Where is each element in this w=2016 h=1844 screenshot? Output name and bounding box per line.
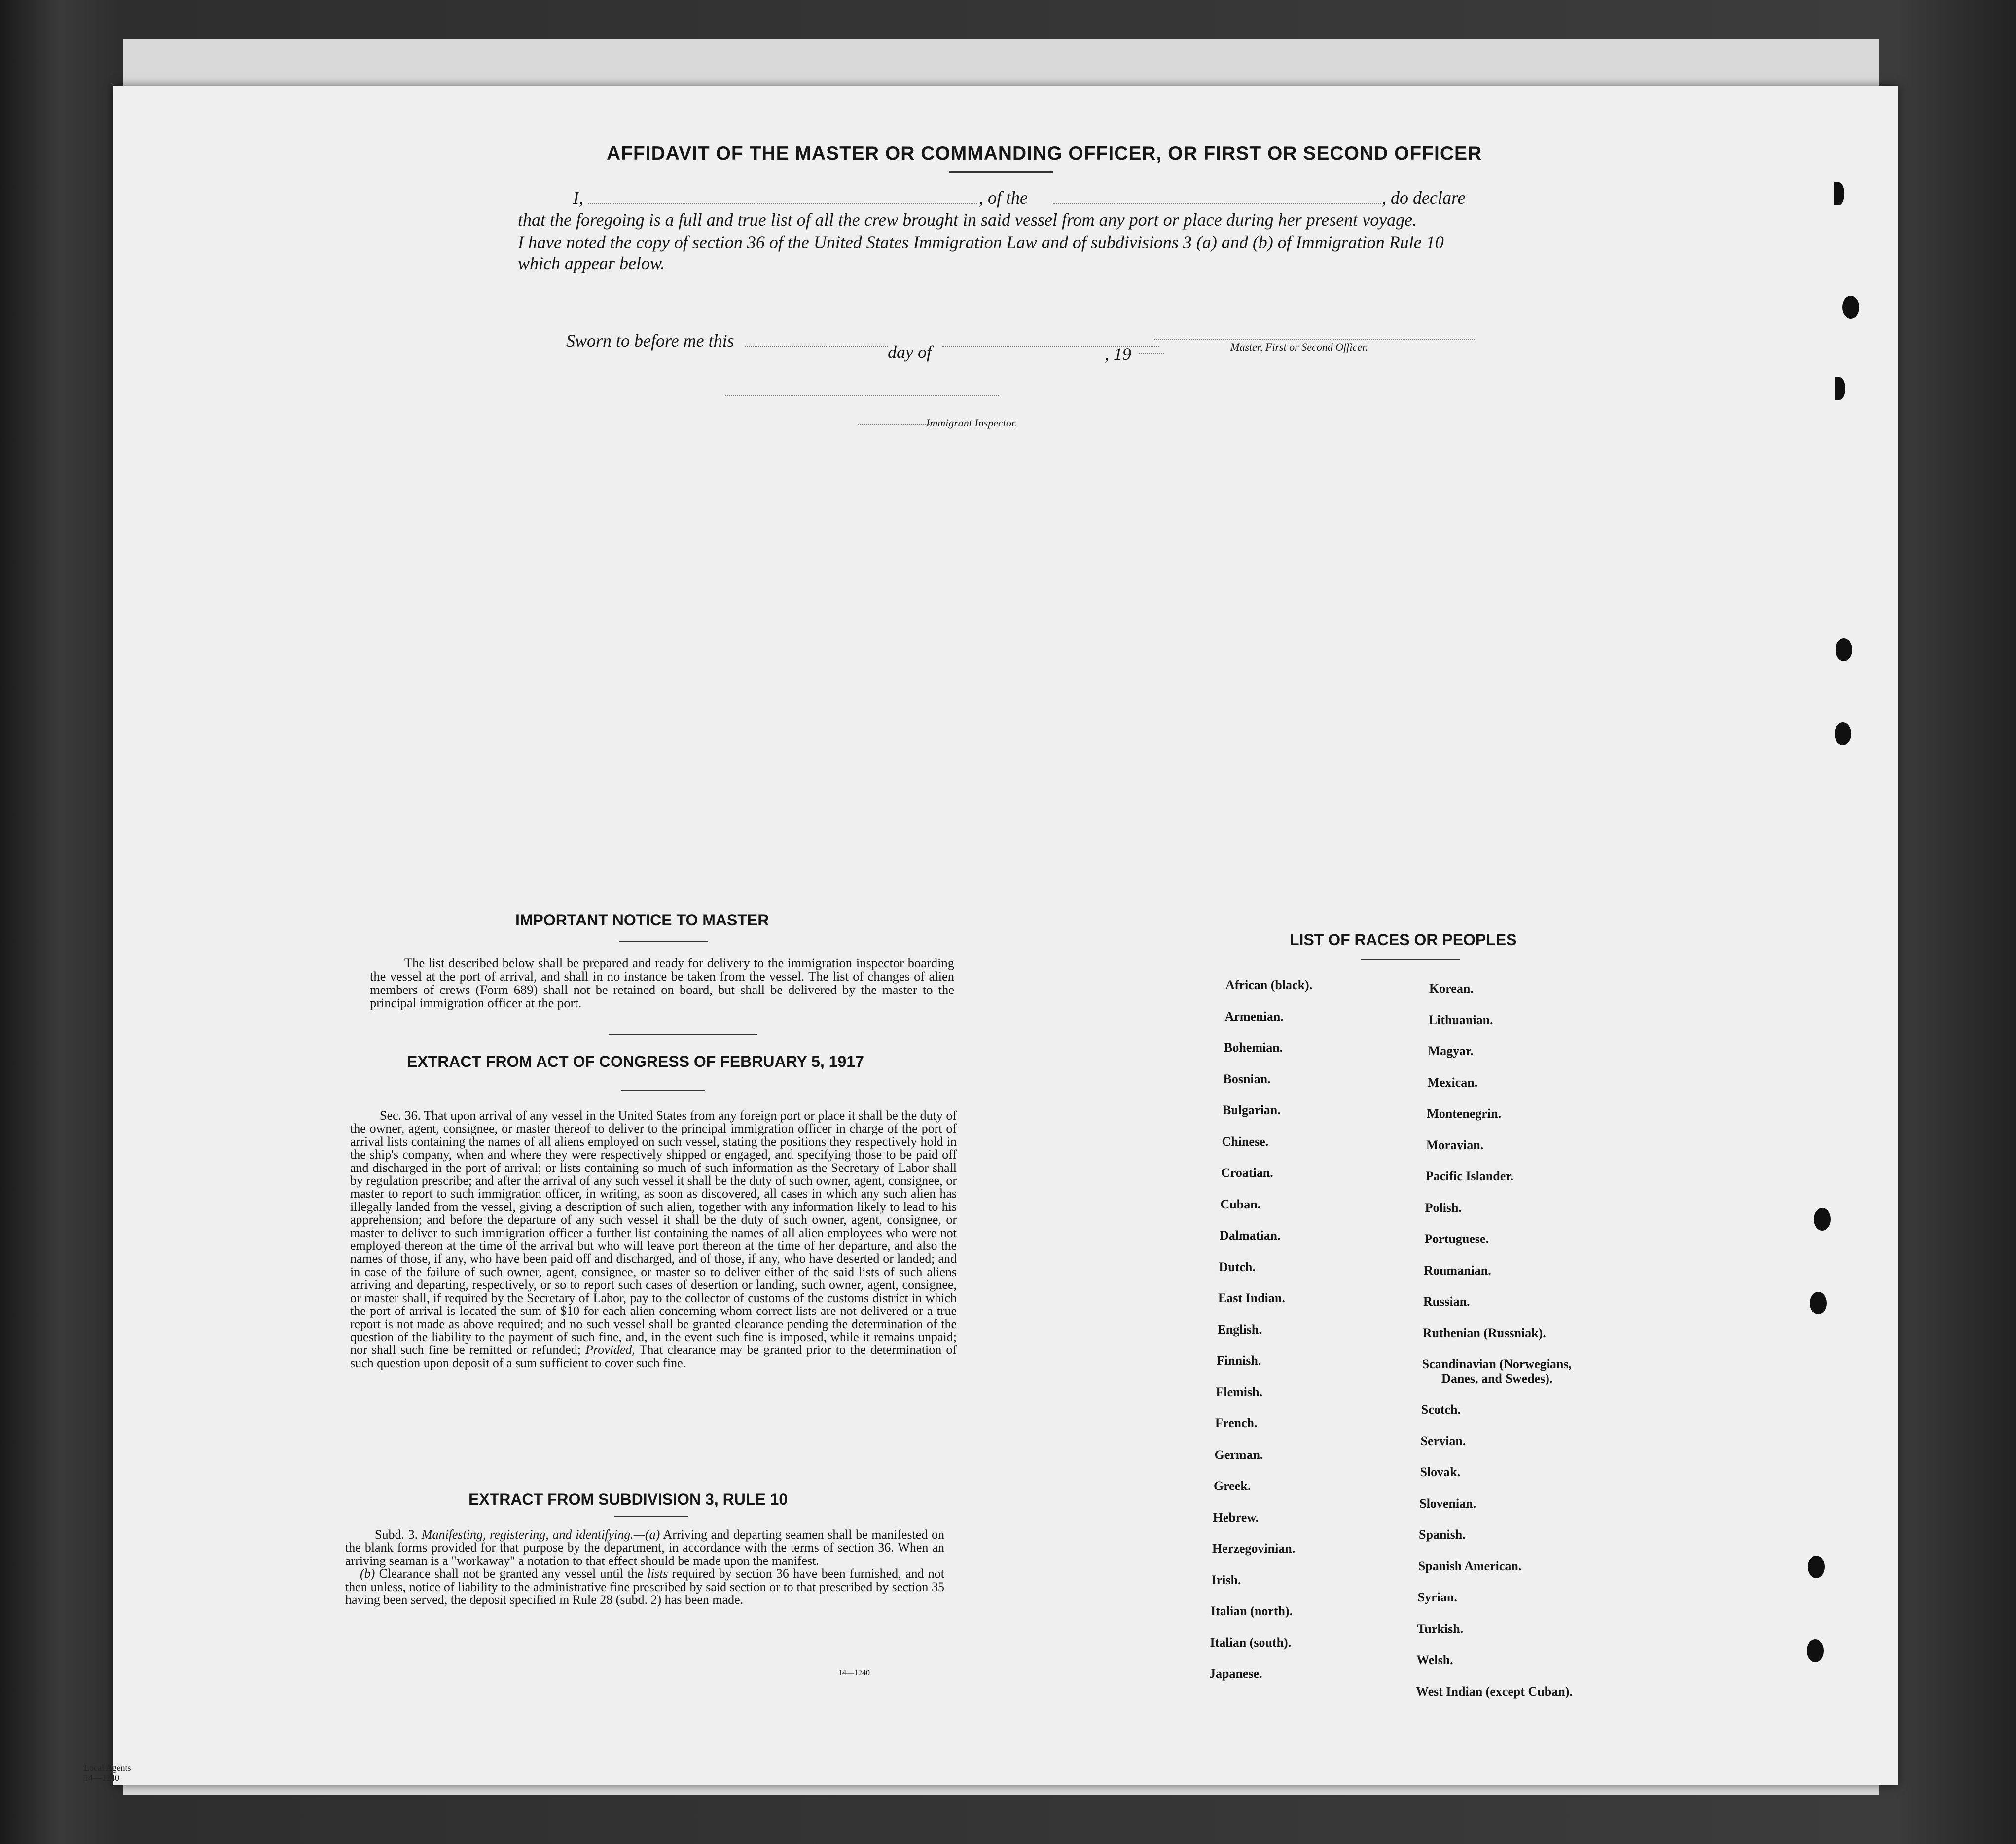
race-item: Portuguese. bbox=[1424, 1232, 1489, 1246]
race-item: Dutch. bbox=[1219, 1259, 1256, 1274]
notice-divider bbox=[609, 1034, 757, 1035]
day-of-label: day of bbox=[888, 342, 932, 362]
act-underline bbox=[621, 1090, 705, 1091]
affidavit-declare: , do declare bbox=[1382, 188, 1466, 208]
inspector-caption: Immigrant Inspector. bbox=[926, 417, 1017, 429]
edge-note-line2: 14—1240 bbox=[84, 1773, 119, 1783]
punch-hole bbox=[1836, 638, 1852, 661]
race-item: Flemish. bbox=[1216, 1384, 1263, 1399]
rule10-text bbox=[345, 1528, 944, 1606]
race-item: Ruthenian (Russniak). bbox=[1422, 1325, 1546, 1340]
part-a-text: Arriving and departing seamen shall be manifested on the blank forms provided for that purpose by the department, in accordance with the terms of section 36. When an arriving seaman is a "workaway" a notation to that effect should be made upon the manifest. bbox=[345, 1527, 944, 1568]
act-heading: EXTRACT FROM ACT OF CONGRESS OF FEBRUARY 5, 1917 bbox=[407, 1053, 864, 1070]
rule10-heading: EXTRACT FROM SUBDIVISION 3, RULE 10 bbox=[468, 1490, 788, 1508]
master-signature-line[interactable] bbox=[1154, 339, 1475, 340]
sworn-year-blank[interactable] bbox=[1139, 353, 1164, 354]
race-item: Montenegrin. bbox=[1427, 1106, 1502, 1121]
name-blank[interactable] bbox=[588, 203, 977, 204]
punch-hole bbox=[1835, 722, 1851, 745]
sworn-label: Sworn to before me this bbox=[566, 331, 734, 351]
race-item: English. bbox=[1217, 1322, 1262, 1337]
race-item: Servian. bbox=[1420, 1433, 1466, 1448]
race-item: Spanish. bbox=[1419, 1527, 1466, 1542]
year-prefix: , 19 bbox=[1105, 344, 1131, 364]
notice-body: The list described below shall be prepared and ready for delivery to the immigration inspector boarding the vessel at the port of arrival, and shall in no instance be taken from the vessel. The list of changes of alien members of crews (Form 689) shall not be retained on board, but shall be delivered by the master to the principal immigration officer at the port. bbox=[370, 956, 954, 1010]
race-item: Scotch. bbox=[1421, 1402, 1461, 1417]
punch-hole bbox=[1808, 1556, 1825, 1578]
race-item: Italian (north). bbox=[1211, 1604, 1293, 1618]
races-underline bbox=[1361, 959, 1460, 960]
race-item: Spanish American. bbox=[1418, 1559, 1522, 1573]
race-item: Polish. bbox=[1425, 1200, 1462, 1215]
punch-hole bbox=[1835, 377, 1845, 400]
punch-hole bbox=[1842, 296, 1859, 319]
race-item: West Indian (except Cuban). bbox=[1416, 1684, 1573, 1699]
race-item: Irish. bbox=[1211, 1572, 1241, 1587]
sec36-text bbox=[350, 1109, 957, 1370]
master-caption: Master, First or Second Officer. bbox=[1230, 341, 1368, 353]
race-item: Moravian. bbox=[1426, 1137, 1484, 1152]
race-item: Finnish. bbox=[1217, 1353, 1261, 1368]
affidavit-line2: that the foregoing is a full and true list of all the crew brought in said vessel from any port or place during her present voyage. bbox=[518, 210, 1417, 230]
race-item: Chinese. bbox=[1222, 1134, 1269, 1149]
affidavit-of-the: , of the bbox=[979, 188, 1028, 208]
race-item: Korean. bbox=[1429, 981, 1474, 995]
part-b-lists: lists bbox=[647, 1566, 668, 1581]
punch-hole bbox=[1807, 1639, 1824, 1662]
race-item: Bohemian. bbox=[1224, 1040, 1283, 1055]
race-item: Greek. bbox=[1214, 1479, 1251, 1493]
race-item: French. bbox=[1215, 1416, 1258, 1430]
part-a-label: —(a) bbox=[633, 1527, 660, 1542]
sec36-provided: Provided, bbox=[585, 1343, 635, 1357]
sec36-end: That clearance may be granted prior to the determination of such question upon deposit of a sum sufficient to cover such fine. bbox=[350, 1343, 957, 1370]
race-item: Danes, and Swedes). bbox=[1441, 1371, 1553, 1385]
affidavit-line3: I have noted the copy of section 36 of the United States Immigration Law and of subdivisions 3 (a) and (b) of Immigration Rule 10 bbox=[518, 232, 1444, 252]
races-heading: LIST OF RACES OR PEOPLES bbox=[1290, 931, 1517, 949]
race-item: Roumanian. bbox=[1424, 1263, 1491, 1277]
vessel-blank[interactable] bbox=[1053, 203, 1381, 204]
punch-hole bbox=[1810, 1292, 1827, 1314]
race-item: Japanese. bbox=[1209, 1667, 1262, 1681]
part-b-text-2: required by section 36 have been furnished, and not then unless, notice of liability to the administrative fine prescribed by said section or to that prescribed by section 35 having been served, the deposit specified in Rule 28 (subd. 2) has been made. bbox=[345, 1566, 945, 1607]
edge-note bbox=[84, 1763, 131, 1783]
race-item: Bosnian. bbox=[1223, 1071, 1271, 1086]
race-item: Cuban. bbox=[1220, 1197, 1261, 1211]
sec36-body: That upon arrival of any vessel in the United States from any foreign port or place it shall be the duty of the owner, agent, consignee, or master thereof to deliver to the principal immigration officer in charge of the port of arrival lists containing the names of all aliens employed on such vessel, stating the positions they respectively hold in the ship's company, when and where they were respectively shipped or engaged, and specifying those to be paid off and discharged in the port of arrival; or lists containing so much of such information as the Secretary of Labor shall by regulation prescribe; and after the arrival of any such vessel it shall be the duty of such owner, agent, consignee, or master to report to such immigration officer, in writing, as soon as discovered, all cases in which any such alien has illegally landed from the vessel, giving a description of such alien, together with any information likely to lead to his apprehension; and before the departure of any such vessel it shall be the duty of such owner, agent, consignee, or master to deliver to such immigration officer a further list containing the names of all alien employees who were not employed thereon at the time of the arrival but who will leave port thereon at the time of her departure, and also the names of those, if any, who have been paid off and discharged, and of those, if any, who have deserted or landed; and in case of the failure of such owner, agent, consignee, or master so to deliver either of the said lists of such aliens arriving and departing, respectively, or so to report such cases of desertion or landing, such owner, agent, consignee, or master shall, if required by the Secretary of Labor, pay to the collector of customs of the customs district in which the port of arrival is located the sum of $10 for each alien concerning whom correct lists are not delivered or a true report is not made as above required; and no such vessel shall be granted clearance pending the determination of the question of the liability to the payment of such fine, and, in the event such fine is imposed, while it remains unpaid; nor shall such fine be remitted or refunded; bbox=[350, 1108, 957, 1357]
race-item: Scandinavian (Norwegians, bbox=[1422, 1357, 1572, 1371]
race-item: Armenian. bbox=[1224, 1009, 1284, 1024]
race-item: Syrian. bbox=[1417, 1590, 1457, 1605]
race-item: Slovak. bbox=[1420, 1465, 1461, 1480]
race-item: Italian (south). bbox=[1210, 1635, 1292, 1650]
subd-label: Subd. 3. bbox=[375, 1527, 418, 1542]
race-item: Mexican. bbox=[1427, 1075, 1478, 1090]
notice-heading: IMPORTANT NOTICE TO MASTER bbox=[515, 911, 769, 929]
race-item: Hebrew. bbox=[1213, 1510, 1259, 1525]
race-item: Russian. bbox=[1423, 1294, 1470, 1309]
race-item: Herzegovinian. bbox=[1212, 1541, 1296, 1556]
race-item: Lithuanian. bbox=[1428, 1012, 1493, 1027]
punch-hole bbox=[1834, 182, 1844, 205]
inspector-signature-top[interactable] bbox=[725, 395, 999, 396]
subd-title: Manifesting, registering, and identifying. bbox=[421, 1527, 634, 1542]
part-b-label: (b) bbox=[360, 1566, 375, 1581]
manifest-page bbox=[113, 86, 1898, 1785]
race-item: German. bbox=[1214, 1447, 1263, 1462]
race-item: Slovenian. bbox=[1419, 1496, 1476, 1511]
race-item: Pacific Islander. bbox=[1425, 1169, 1513, 1183]
part-b-text-1: Clearance shall not be granted any vessel until the bbox=[379, 1566, 644, 1581]
notice-text bbox=[370, 957, 954, 1010]
sec36-label: Sec. 36. bbox=[380, 1108, 421, 1123]
rule10-underline bbox=[614, 1516, 688, 1517]
inspector-signature-line[interactable] bbox=[858, 424, 932, 425]
race-item: Welsh. bbox=[1416, 1653, 1453, 1667]
edge-note-line1: Local Agents bbox=[84, 1763, 131, 1773]
race-item: Bulgarian. bbox=[1223, 1103, 1281, 1117]
race-item: Magyar. bbox=[1428, 1044, 1474, 1058]
race-item: African (black). bbox=[1225, 978, 1313, 992]
title-underline bbox=[949, 171, 1053, 173]
affidavit-i: I, bbox=[573, 188, 583, 208]
affidavit-title: AFFIDAVIT OF THE MASTER OR COMMANDING OFFICER, OR FIRST OR SECOND OFFICER bbox=[607, 143, 1482, 164]
race-item: Croatian. bbox=[1221, 1166, 1273, 1180]
notice-underline bbox=[619, 941, 708, 942]
punch-hole bbox=[1814, 1208, 1831, 1231]
race-item: Dalmatian. bbox=[1220, 1228, 1281, 1242]
form-number: 14—1240 bbox=[838, 1669, 870, 1677]
sworn-day-blank[interactable] bbox=[745, 346, 888, 347]
race-item: East Indian. bbox=[1218, 1291, 1285, 1305]
race-item: Turkish. bbox=[1417, 1621, 1464, 1636]
affidavit-line4: which appear below. bbox=[518, 253, 665, 273]
